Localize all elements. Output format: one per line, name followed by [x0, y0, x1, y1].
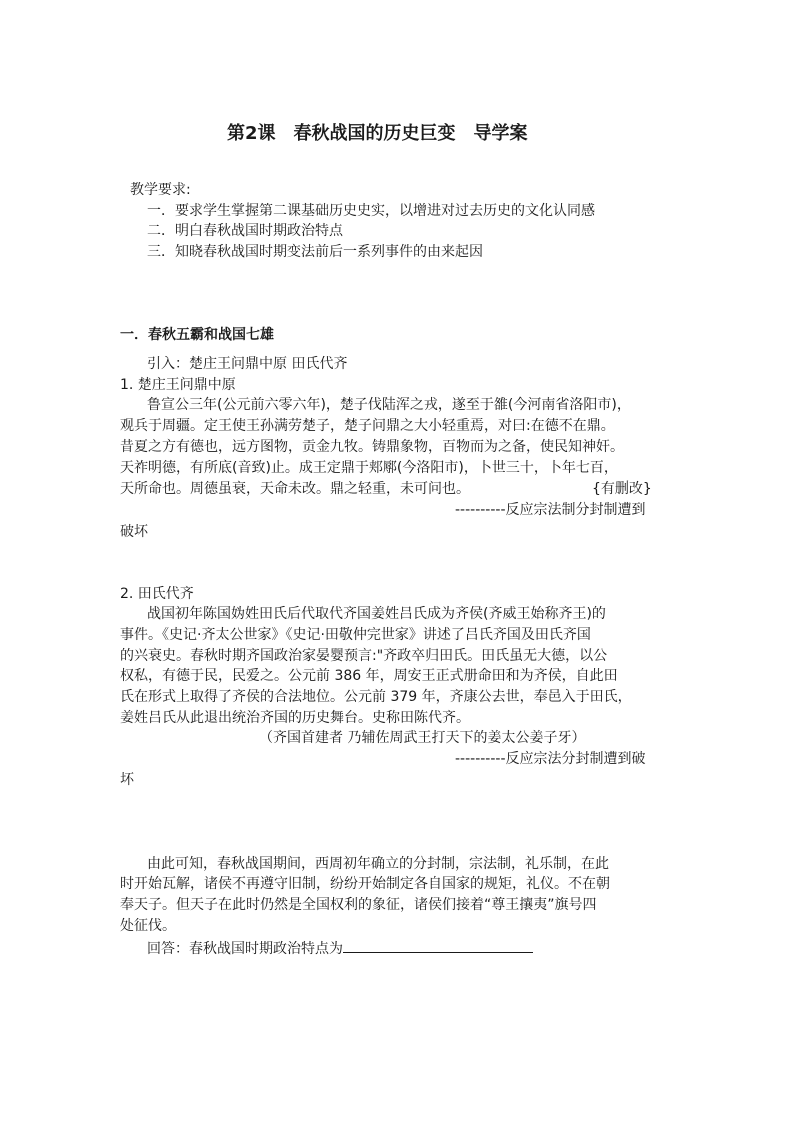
part2-heading: 2. 田氏代齐 [120, 586, 194, 602]
part1-conclusion: ----------反应宗法制分封制遭到 [455, 502, 646, 518]
answer-blank[interactable] [343, 938, 533, 953]
section-heading: 一．春秋五霸和战国七雄 [120, 327, 274, 343]
requirements-heading: 教学要求: [130, 182, 191, 198]
requirement-item: 三．知晓春秋战国时期变法前后一系列事件的由来起因 [147, 244, 483, 260]
part1-note: {有删改} [592, 481, 652, 497]
part1-line: 观兵于周疆。定王使王孙满劳楚子，楚子问鼎之大小轻重焉，对曰:在德不在鼎。 [120, 418, 615, 434]
summary-line: 奉天子。但天子在此时仍然是全国权利的象征，诸侯们接着“尊王攘夷”旗号四 [120, 897, 597, 913]
part2-note: （齐国首建者 乃辅佐周武王打天下的姜太公姜子牙） [259, 730, 586, 746]
part1-line: 天所命也。周德虽衰，天命未改。鼎之轻重，未可问也。 [120, 481, 470, 497]
summary-line: 时开始瓦解，诸侯不再遵守旧制，纷纷开始制定各自国家的规矩，礼仪。不在朝 [120, 876, 610, 892]
part1-line: 天祚明德，有所底(音致)止。成王定鼎于郏鄏(今洛阳市)，卜世三十，卜年七百， [120, 460, 618, 476]
part1-line: 昔夏之方有德也，远方图物，贡金九牧。铸鼎象物，百物而为之备，使民知神奸。 [120, 439, 624, 455]
part2-line: 氏在形式上取得了齐侯的合法地位。公元前 379 年，齐康公去世，奉邑入于田氏， [120, 689, 632, 705]
summary-line: 处征伐。 [120, 918, 176, 934]
page-title: 第2课 春秋战国的历史巨变 导学案 [227, 123, 528, 144]
part2-conclusion: ----------反应宗法分封制遭到破 [455, 751, 646, 767]
summary-question [147, 938, 533, 959]
part2-line: 的兴衰史。春秋时期齐国政治家晏婴预言:"齐政卒归田氏。田氏虽无大德，以公 [120, 648, 608, 664]
requirement-item: 一．要求学生掌握第二课基础历史史实，以增进对过去历史的文化认同感 [147, 203, 595, 219]
question-label: 回答：春秋战国时期政治特点为 [147, 941, 343, 957]
section-intro: 引入：楚庄王问鼎中原 田氏代齐 [147, 356, 348, 372]
part2-line: 姜姓吕氏从此退出统治齐国的历史舞台。史称田陈代齐。 [120, 710, 470, 726]
summary-line: 由此可知，春秋战国期间，西周初年确立的分封制，宗法制，礼乐制，在此 [147, 856, 609, 872]
part1-conclusion-end: 破坏 [120, 524, 148, 540]
part2-line: 事件。《史记·齐太公世家》《史记·田敬仲完世家》讲述了吕氏齐国及田氏齐国 [120, 627, 591, 643]
part2-line: 权私，有德于民，民爱之。公元前 386 年，周安王正式册命田和为齐侯，自此田 [120, 668, 618, 684]
part2-conclusion-end: 坏 [120, 772, 134, 788]
part1-heading: 1. 楚庄王问鼎中原 [120, 377, 236, 393]
part1-line: 鲁宣公三年(公元前六零六年)，楚子伐陆浑之戎，遂至于雒(今河南省洛阳市)， [147, 397, 631, 413]
requirement-item: 二．明白春秋战国时期政治特点 [147, 223, 343, 239]
part2-line: 战国初年陈国妫姓田氏后代取代齐国姜姓吕氏成为齐侯(齐威王始称齐王)的 [147, 606, 606, 622]
